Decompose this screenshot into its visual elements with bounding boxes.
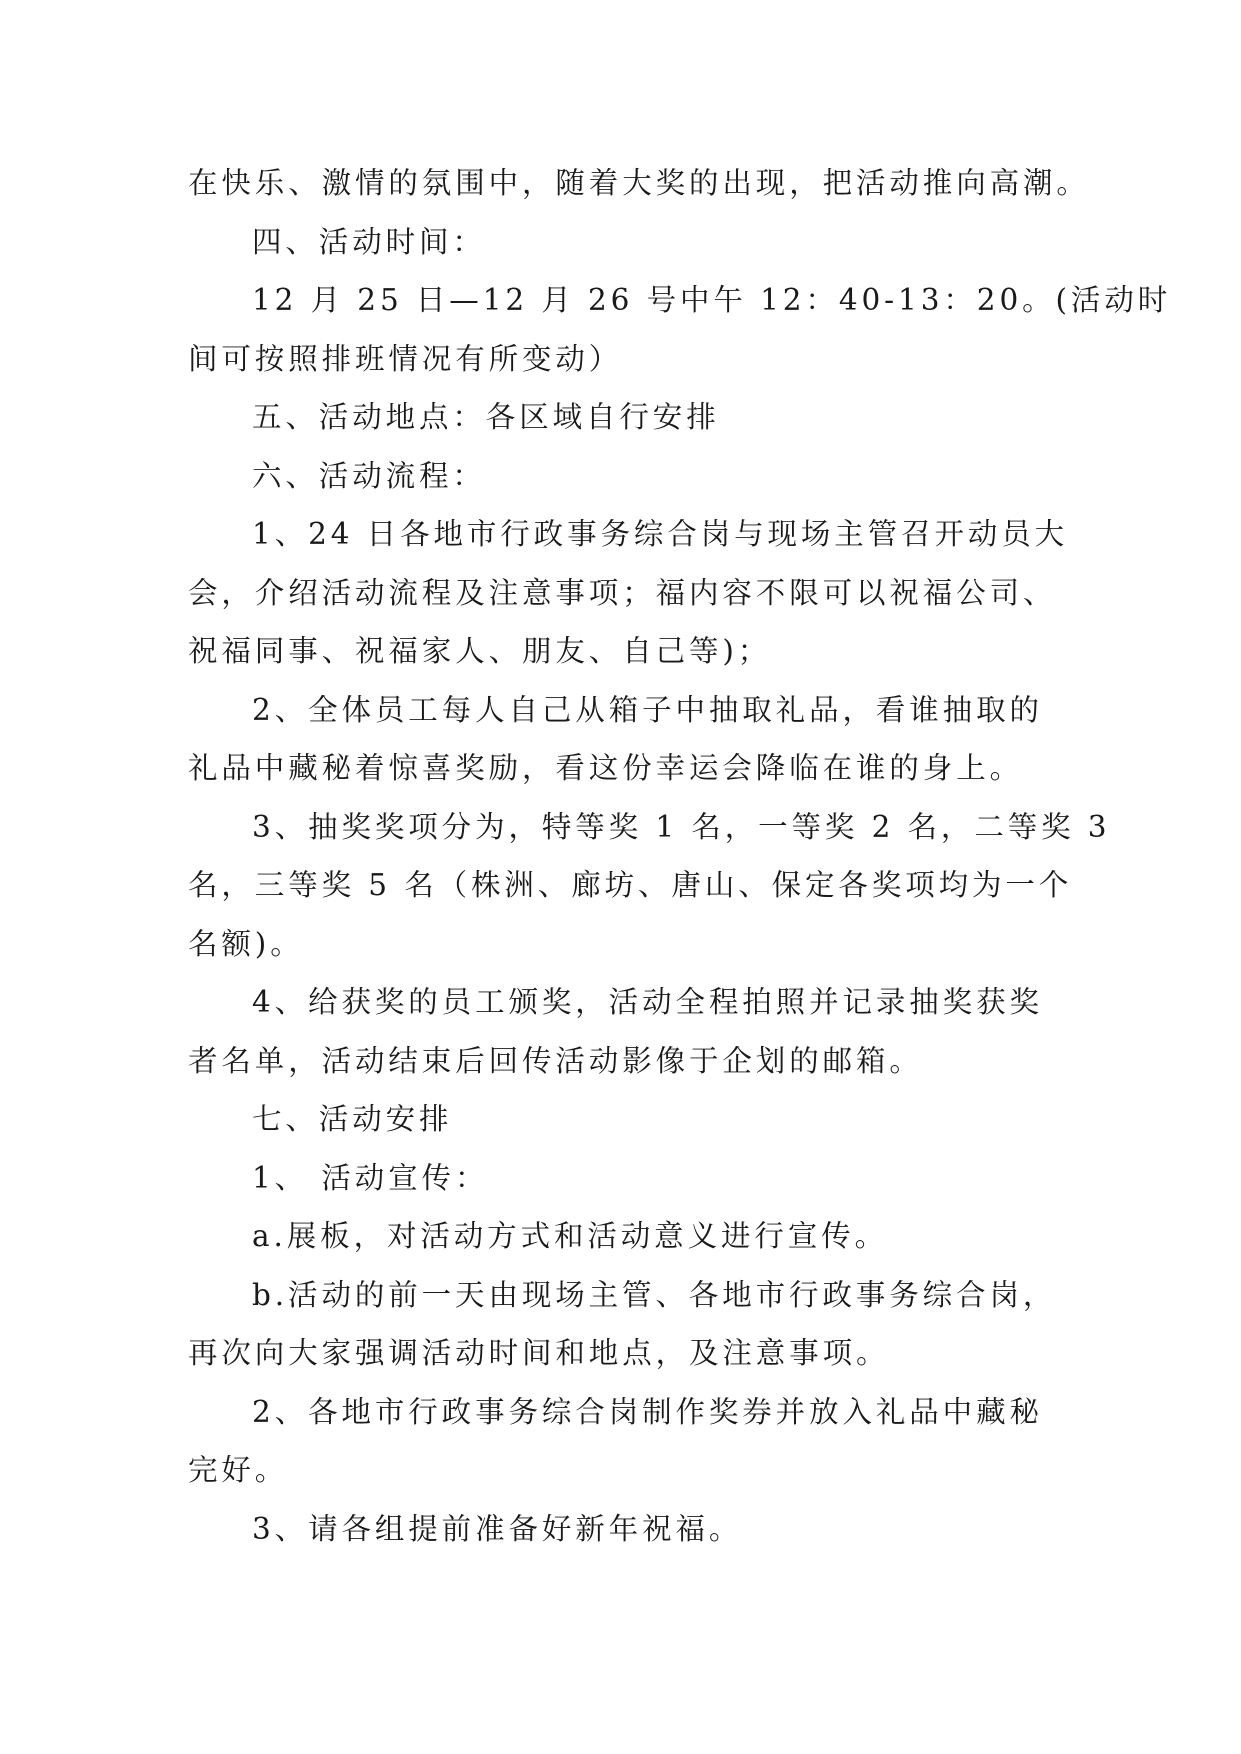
text-line: b.活动的前一天由现场主管、各地市行政事务综合岗，: [252, 1277, 1057, 1312]
text-line: 四、活动时间：: [252, 224, 486, 259]
text-line: 1、 活动宣传：: [252, 1160, 489, 1195]
text-line: 七、活动安排: [252, 1102, 453, 1136]
text-line: 3、请各组提前准备好新年祝福。: [252, 1511, 743, 1546]
text-line: 在快乐、激情的氛围中，随着大奖的出现，把活动推向高潮。: [188, 166, 1090, 200]
text-line: 再次向大家强调活动时间和地点，及注意事项。: [188, 1336, 890, 1370]
text-line: a.展板，对活动方式和活动意义进行宣传。: [252, 1219, 888, 1253]
text-line: 3、抽奖奖项分为，特等奖 1 名，一等奖 2 名，二等奖 3: [252, 809, 1111, 844]
text-line: 1、24 日各地市行政事务综合岗与现场主管召开动员大: [252, 517, 1069, 551]
text-line: 4、给获奖的员工颁奖，活动全程拍照并记录抽奖获奖: [252, 985, 1043, 1019]
text-line: 名，三等奖 5 名（株洲、廊坊、唐山、保定各奖项均为一个: [188, 868, 1073, 902]
text-line: 名额)。: [188, 926, 304, 961]
document-body: [188, 154, 1172, 1558]
text-line: 会，介绍活动流程及注意事项；福内容不限可以祝福公司、: [188, 575, 1057, 610]
text-line: 间可按照排班情况有所变动）: [188, 341, 623, 376]
text-line: 五、活动地点：各区域自行安排: [252, 400, 720, 434]
text-line: 者名单，活动结束后回传活动影像于企划的邮箱。: [188, 1043, 923, 1078]
text-line: 六、活动流程：: [252, 458, 486, 493]
text-line: 完好。: [188, 1453, 289, 1487]
text-line: 2、全体员工每人自己从箱子中抽取礼品，看谁抽取的: [252, 692, 1043, 727]
text-line: 祝福同事、祝福家人、朋友、自己等)；: [188, 634, 772, 668]
text-line: 礼品中藏秘着惊喜奖励，看这份幸运会降临在谁的身上。: [188, 751, 1024, 785]
text-line: 12 月 25 日—12 月 26 号中午 12：40-13：20。(活动时: [252, 283, 1172, 317]
text-line: 2、各地市行政事务综合岗制作奖券并放入礼品中藏秘: [252, 1394, 1043, 1429]
